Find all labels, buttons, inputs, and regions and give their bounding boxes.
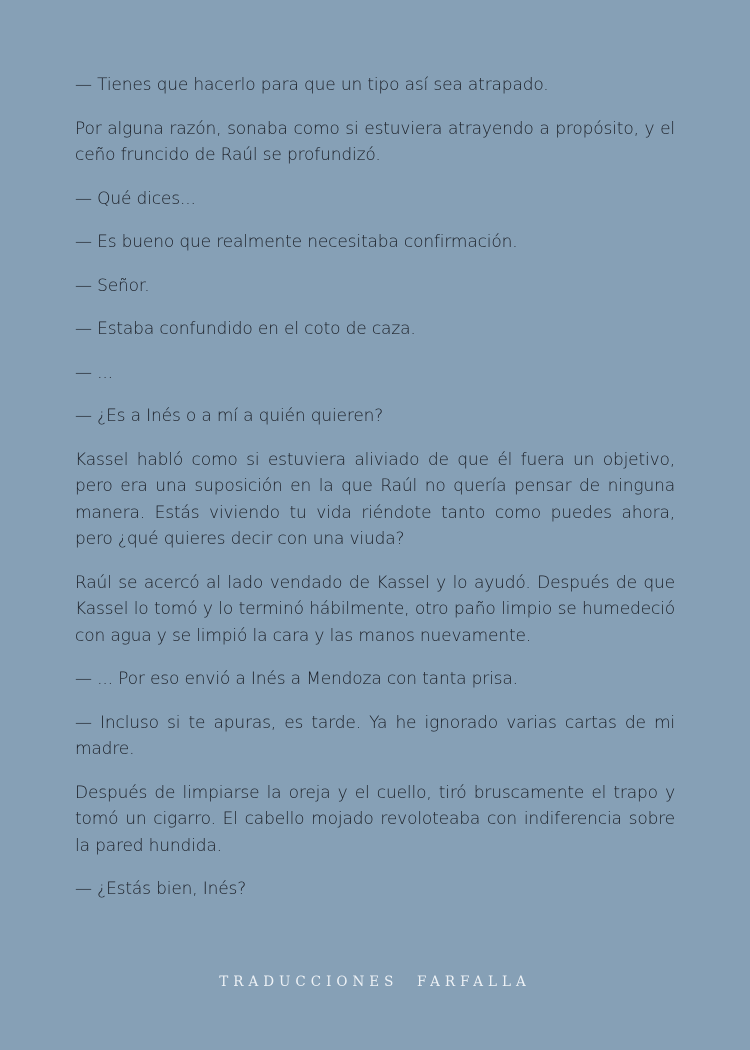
dialog-line: — ...	[75, 362, 113, 383]
dialog-line: — ¿Es a Inés o a mí a quién quieren?	[75, 406, 384, 426]
dialog-line: — Es bueno que realmente necesitaba confirmación.	[75, 232, 518, 252]
dialog-line: — Tienes que hacerlo para que un tipo así sea atrapado.	[75, 75, 549, 95]
dialog-line: — Estaba confundido en el coto de caza.	[75, 319, 416, 339]
translator-watermark: TRADUCCIONES FARFALLA	[219, 974, 531, 990]
dialog-line: — ... Por eso envió a Inés a Mendoza con tanta prisa.	[75, 669, 518, 689]
dialog-line: — ¿Estás bien, Inés?	[75, 879, 247, 899]
narration-paragraph: Después de limpiarse la oreja y el cuello, tiró bruscamente el trapo y tomó un cigarro. El cabello mojado revoloteaba con indiferencia sobre la pared hundida.	[75, 782, 675, 856]
dialog-line: — Qué dices...	[75, 188, 196, 209]
narration-paragraph: Por alguna razón, sonaba como si estuviera atrayendo a propósito, y el ceño fruncido de Raúl se profundizó.	[75, 118, 675, 165]
document-body	[75, 72, 675, 920]
narration-paragraph: Raúl se acercó al lado vendado de Kassel y lo ayudó. Después de que Kassel lo tomó y lo terminó hábilmente, otro paño limpio se humedeció con agua y se limpió la cara y las manos nuevamente.	[75, 572, 675, 646]
dialog-line: — Incluso si te apuras, es tarde. Ya he ignorado varias cartas de mi madre.	[75, 712, 675, 759]
narration-paragraph: Kassel habló como si estuviera aliviado de que él fuera un objetivo, pero era una suposición en la que Raúl no quería pensar de ninguna manera. Estás viviendo tu vida riéndote tanto como puedes ahora, pero ¿qué quieres decir con una viuda?	[75, 449, 675, 549]
dialog-line: — Señor.	[75, 275, 150, 296]
